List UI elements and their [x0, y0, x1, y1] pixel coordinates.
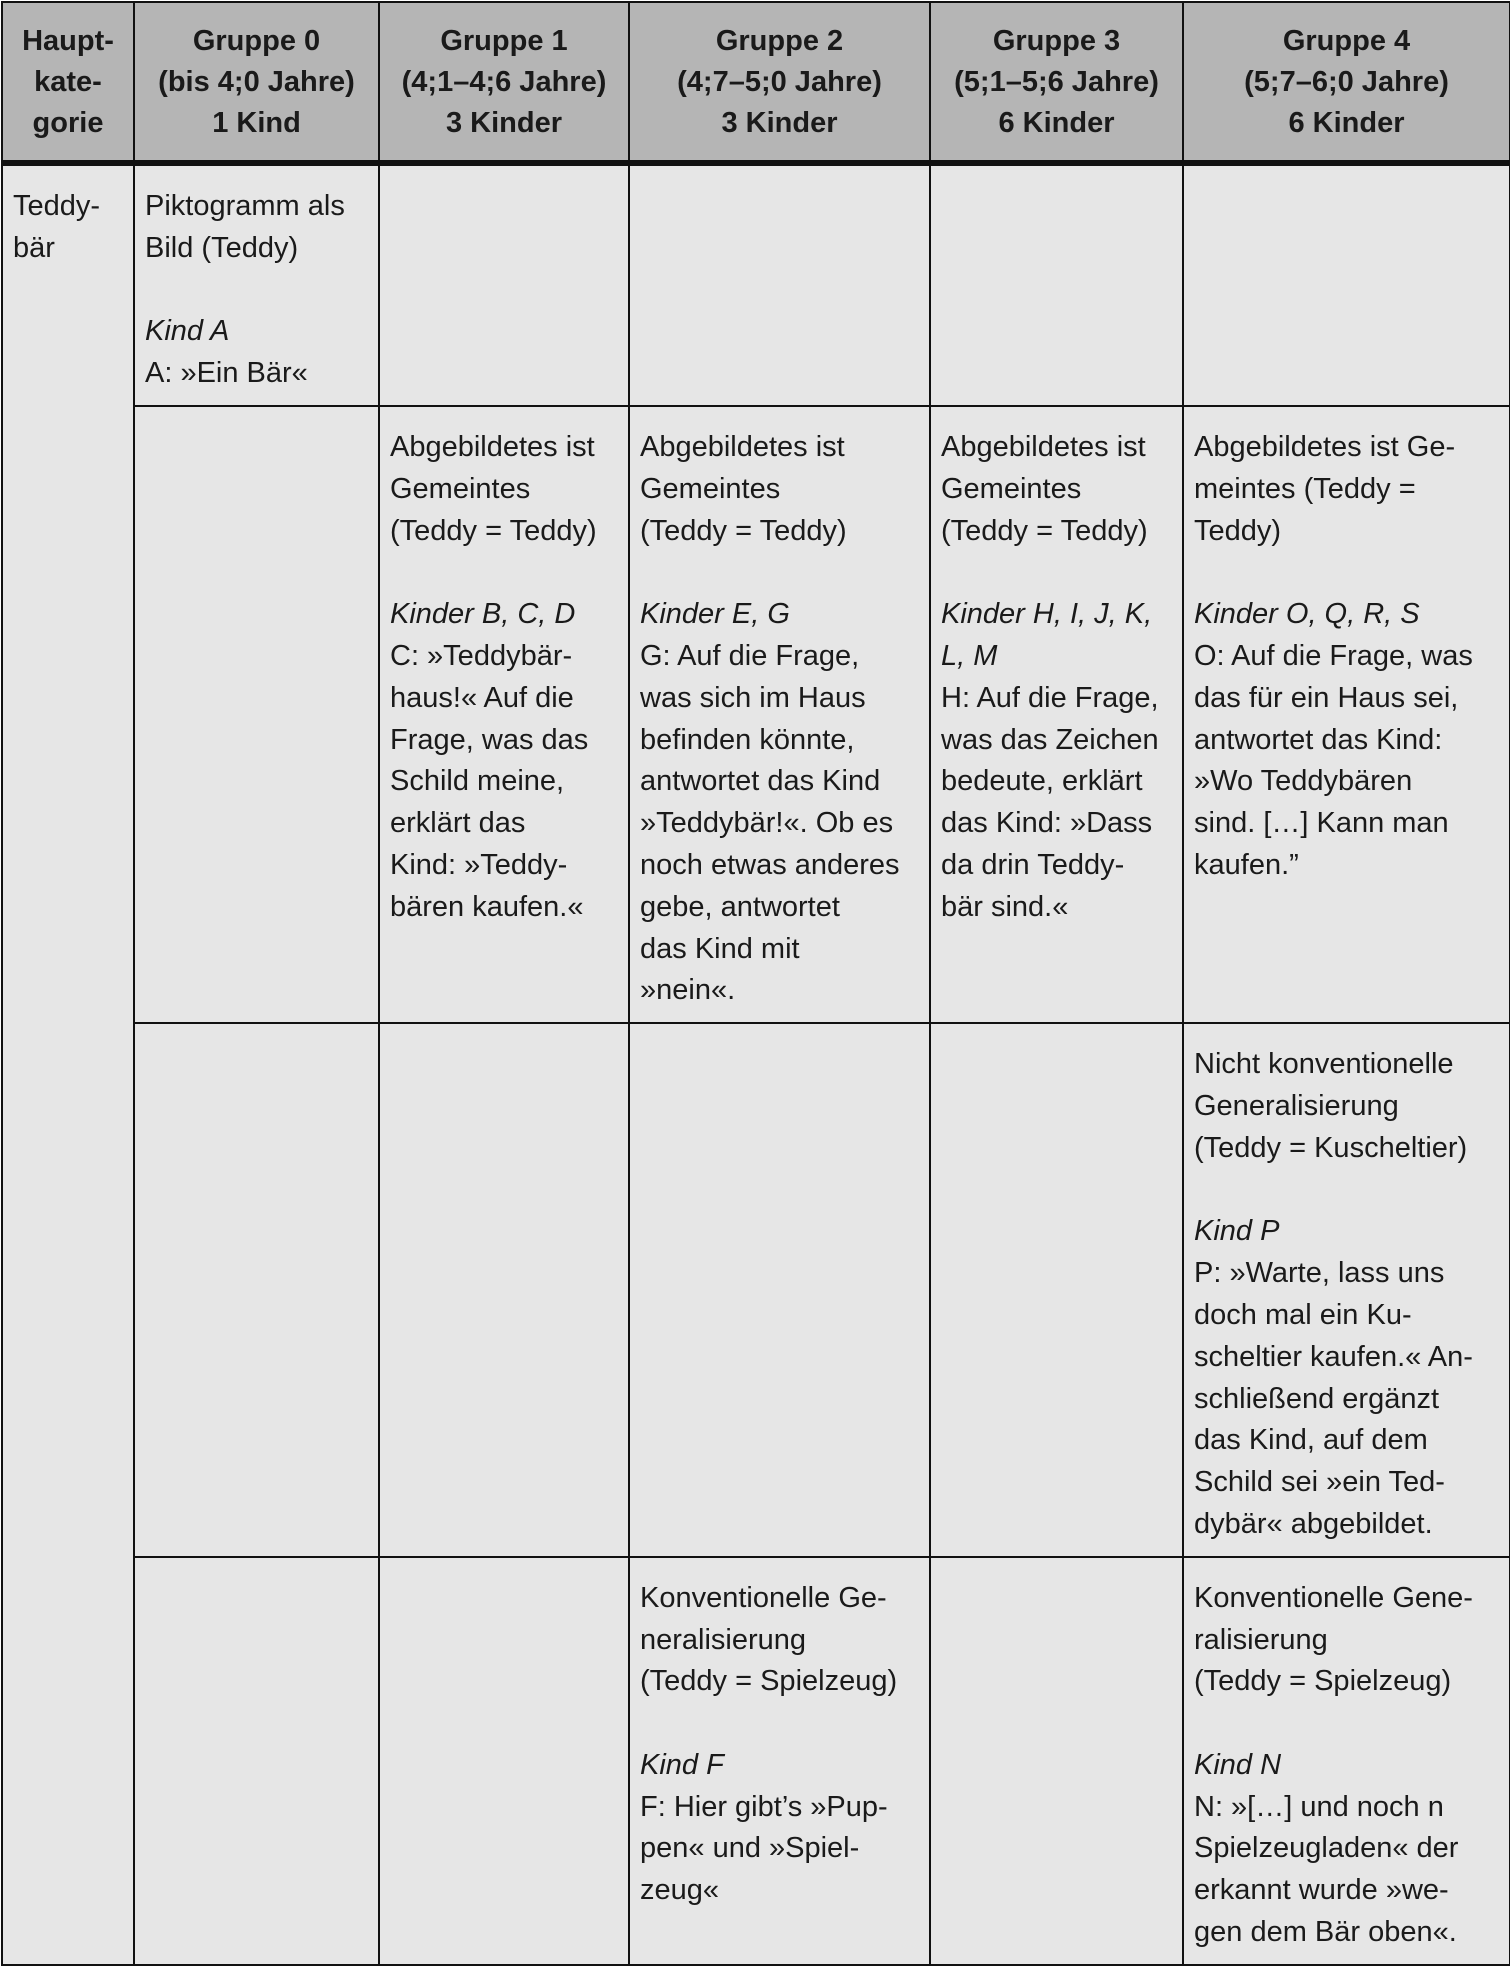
- table-cell: [629, 163, 930, 406]
- table-row: [2, 1557, 1510, 1965]
- category-cell: [2, 163, 134, 1965]
- header-row: [2, 2, 1510, 163]
- cell-quote-line: dybär« abgebildet.: [1194, 1507, 1433, 1540]
- cell-children-line: Kinder B, C, D: [390, 598, 576, 631]
- table-cell: [134, 406, 379, 1023]
- group-name: Gruppe 4: [1282, 25, 1411, 57]
- cell-quote-line: was sich im Haus: [640, 681, 866, 714]
- table-cell: [1183, 163, 1510, 406]
- cell-label-line: Gemeintes: [390, 472, 531, 505]
- table-cell: [379, 406, 629, 1023]
- header-category-line: gorie: [32, 107, 104, 139]
- cell-quote-line: doch mal ein Ku-: [1194, 1298, 1412, 1331]
- cell-quote-line: antwortet das Kind:: [1194, 723, 1443, 756]
- header-category-line: kate-: [34, 66, 102, 98]
- cell-quote-line: O: Auf die Frage, was: [1194, 639, 1473, 672]
- cell-quote-line: befinden könnte,: [640, 723, 855, 756]
- cell-spacer: [1194, 1703, 1499, 1745]
- group-name: Gruppe 0: [192, 25, 321, 57]
- cell-label-line: (Teddy = Teddy): [941, 514, 1148, 547]
- cell-label-line: Konventionelle Ge-: [640, 1581, 887, 1614]
- table-cell: [379, 163, 629, 406]
- header-group-4: [1183, 2, 1510, 163]
- cell-label-line: (Teddy = Kuscheltier): [1194, 1131, 1468, 1164]
- group-age: (4;7–5;0 Jahre): [677, 66, 882, 98]
- cell-children-line: Kinder E, G: [640, 598, 790, 631]
- cell-quote-line: Schild sei »ein Ted-: [1194, 1466, 1445, 1499]
- results-table: [1, 1, 1510, 1966]
- cell-quote-line: sind. […] Kann man: [1194, 807, 1449, 840]
- header-group-1: [379, 2, 629, 163]
- cell-children-line: L, M: [941, 639, 998, 672]
- cell-quote-line: da drin Teddy-: [941, 848, 1125, 881]
- cell-quote-line: schließend ergänzt: [1194, 1382, 1440, 1415]
- group-age: (5;1–5;6 Jahre): [954, 66, 1159, 98]
- cell-quote-line: bär sind.«: [941, 890, 1069, 923]
- cell-children-line: Kinder H, I, J, K,: [941, 598, 1153, 631]
- group-count: 3 Kinder: [445, 107, 563, 139]
- table-cell: [629, 1557, 930, 1965]
- table-cell: [1183, 1557, 1510, 1965]
- cell-quote-line: bären kaufen.«: [390, 890, 584, 923]
- cell-label-line: Gemeintes: [941, 472, 1082, 505]
- cell-children-line: Kinder O, Q, R, S: [1194, 598, 1420, 631]
- cell-quote-line: P: »Warte, lass uns: [1194, 1257, 1445, 1290]
- page: [0, 1, 1510, 1948]
- cell-label-line: (Teddy = Teddy): [640, 514, 847, 547]
- cell-spacer: [1194, 552, 1499, 594]
- cell-label-line: (Teddy = Spielzeug): [640, 1665, 898, 1698]
- cell-spacer: [640, 1703, 919, 1745]
- cell-quote-line: was das Zeichen: [941, 723, 1159, 756]
- cell-label-line: Abgebildetes ist: [390, 430, 595, 463]
- cell-label-line: Teddy): [1194, 514, 1282, 547]
- cell-quote-line: zeug«: [640, 1874, 720, 1907]
- cell-quote-line: Frage, was das: [390, 723, 589, 756]
- cell-quote-line: pen« und »Spiel-: [640, 1832, 860, 1865]
- cell-label-line: (Teddy = Teddy): [390, 514, 597, 547]
- cell-children-line: Kind A: [145, 315, 230, 348]
- cell-quote-line: G: Auf die Frage,: [640, 639, 860, 672]
- cell-quote-line: noch etwas anderes: [640, 848, 900, 881]
- cell-label-line: Konventionelle Gene-: [1194, 1581, 1473, 1614]
- table-row: [2, 406, 1510, 1023]
- cell-children-line: Kind P: [1194, 1215, 1280, 1248]
- cell-label-line: Piktogramm als: [145, 190, 345, 222]
- cell-spacer: [941, 552, 1172, 594]
- cell-label-line: Generalisierung: [1194, 1089, 1399, 1122]
- cell-label-line: Nicht konventionelle: [1194, 1048, 1454, 1081]
- cell-children-line: Kind N: [1194, 1748, 1282, 1781]
- cell-quote-line: C: »Teddybär-: [390, 639, 573, 672]
- cell-quote-line: Kind: »Teddy-: [390, 848, 568, 881]
- cell-quote-line: das Kind mit: [640, 932, 800, 965]
- table-cell: [629, 406, 930, 1023]
- header-category-line: Haupt-: [22, 25, 114, 57]
- category-line: Teddy-: [13, 190, 101, 222]
- cell-quote-line: Schild meine,: [390, 765, 565, 798]
- table-cell: [930, 163, 1183, 406]
- table-cell: [930, 1023, 1183, 1557]
- table-cell: [134, 1023, 379, 1557]
- cell-quote-line: N: »[…] und noch n: [1194, 1790, 1444, 1823]
- cell-quote-line: gen dem Bär oben«.: [1194, 1916, 1457, 1949]
- cell-quote-line: haus!« Auf die: [390, 681, 574, 714]
- cell-label-line: Abgebildetes ist: [640, 430, 845, 463]
- cell-label-line: Gemeintes: [640, 472, 781, 505]
- header-category: [2, 2, 134, 163]
- table-cell: [629, 1023, 930, 1557]
- category-line: bär: [13, 231, 55, 264]
- cell-quote-line: das für ein Haus sei,: [1194, 681, 1459, 714]
- table-cell: [134, 163, 379, 406]
- header-group-0: [134, 2, 379, 163]
- cell-quote-line: gebe, antwortet: [640, 890, 840, 923]
- group-count: 6 Kinder: [998, 107, 1115, 139]
- cell-spacer: [640, 552, 919, 594]
- table-row: [2, 163, 1510, 406]
- group-count: 3 Kinder: [721, 107, 838, 139]
- cell-label-line: (Teddy = Spielzeug): [1194, 1665, 1452, 1698]
- cell-quote-line: antwortet das Kind: [640, 765, 881, 798]
- table-cell: [930, 1557, 1183, 1965]
- cell-label-line: Bild (Teddy): [145, 231, 299, 264]
- cell-spacer: [1194, 1170, 1499, 1212]
- group-count: 1 Kind: [212, 107, 301, 139]
- cell-quote-line: erklärt das: [390, 807, 526, 840]
- group-name: Gruppe 1: [440, 25, 568, 57]
- cell-quote-line: H: Auf die Frage,: [941, 681, 1159, 714]
- cell-quote-line: F: Hier gibt’s »Pup-: [640, 1790, 888, 1823]
- cell-quote-line: kaufen.”: [1194, 848, 1299, 881]
- group-age: (bis 4;0 Jahre): [158, 66, 355, 98]
- cell-quote-line: bedeute, erklärt: [941, 765, 1143, 798]
- cell-quote-line: A: »Ein Bär«: [145, 357, 308, 390]
- table-cell: [1183, 406, 1510, 1023]
- table-cell: [379, 1557, 629, 1965]
- group-age: (5;7–6;0 Jahre): [1244, 66, 1449, 98]
- cell-quote-line: das Kind: »Dass: [941, 807, 1153, 840]
- group-count: 6 Kinder: [1288, 107, 1405, 139]
- cell-label-line: Abgebildetes ist Ge-: [1194, 430, 1456, 463]
- cell-label-line: meintes (Teddy =: [1194, 472, 1416, 505]
- cell-label-line: ralisierung: [1194, 1623, 1328, 1656]
- cell-quote-line: erkannt wurde »we-: [1194, 1874, 1449, 1907]
- cell-quote-line: »Wo Teddybären: [1194, 765, 1413, 798]
- table-cell: [379, 1023, 629, 1557]
- cell-label-line: neralisierung: [640, 1623, 807, 1656]
- cell-quote-line: scheltier kaufen.« An-: [1194, 1340, 1473, 1373]
- cell-quote-line: das Kind, auf dem: [1194, 1424, 1428, 1457]
- header-group-3: [930, 2, 1183, 163]
- group-name: Gruppe 3: [992, 25, 1121, 57]
- cell-spacer: [145, 270, 368, 312]
- table-cell: [134, 1557, 379, 1965]
- cell-label-line: Abgebildetes ist: [941, 430, 1146, 463]
- cell-children-line: Kind F: [640, 1748, 724, 1781]
- cell-quote-line: »Teddybär!«. Ob es: [640, 807, 894, 840]
- group-name: Gruppe 2: [715, 25, 844, 57]
- table-cell: [1183, 1023, 1510, 1557]
- cell-quote-line: »nein«.: [640, 974, 736, 1007]
- table-cell: [930, 406, 1183, 1023]
- header-group-2: [629, 2, 930, 163]
- group-age: (4;1–4;6 Jahre): [401, 66, 607, 98]
- cell-quote-line: Spielzeugladen« der: [1194, 1832, 1459, 1865]
- table-row: [2, 1023, 1510, 1557]
- cell-spacer: [390, 552, 618, 594]
